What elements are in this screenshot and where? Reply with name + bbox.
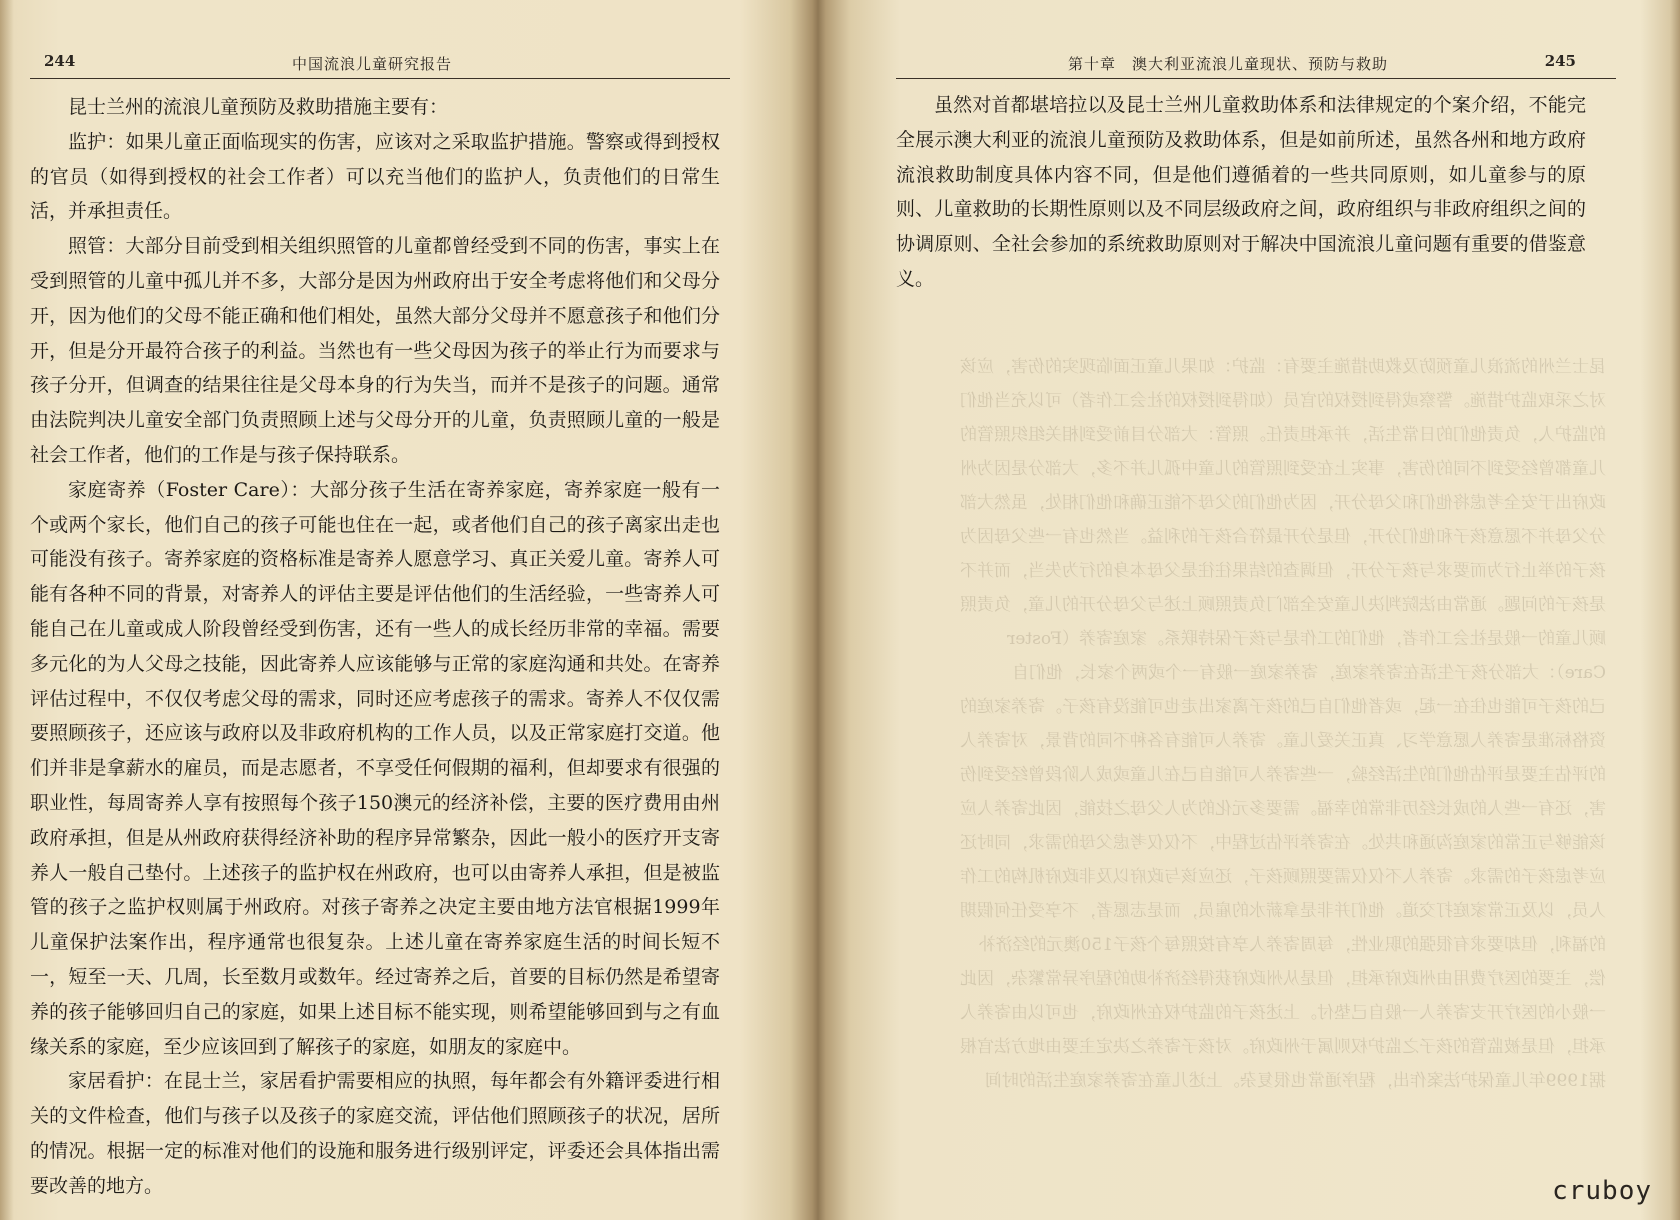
show-through-line: 据1999年儿童保护法案作出，程序通常也很复杂。上述儿童在寄养家庭生活的时间: [984, 1071, 1606, 1091]
body-text-right: [896, 88, 1586, 297]
running-head-right: [896, 44, 1616, 79]
show-through-line: 孩子的举止行为而要求与孩子分开，但调查的结果往往是父母本身的行为失当，而并不: [960, 561, 1606, 581]
paragraph: 家居看护：在昆士兰，家居看护需要相应的执照，每年都会有外籍评委进行相关的文件检查，他们与孩子以及孩子的家庭交流，评估他们照顾孩子的状况，居所的情况。根据一定的标准对他们的设施和服务进行级别评定，评委还会具体指出需要改善的地方。: [30, 1070, 720, 1197]
show-through-line: 资格标准是寄养人愿意学习、真正关爱儿童。寄养人可能有各种不同的背景，对寄养人: [960, 731, 1606, 751]
show-through-line: 应考虑孩子的需求。寄养人不仅仅需要照顾孩子，还应该与政府以及非政府机构的工作: [960, 867, 1606, 887]
show-through-line: 害，还有一些人的成长经历非常的幸福。需要多元化的为人父母之技能，因此寄养人应: [960, 799, 1606, 819]
show-through-line: 该能够与正常的家庭沟通和共处。在寄养评估过程中，不仅仅考虑父母的需求，同时还: [960, 833, 1606, 853]
show-through-line: 政府出于安全考虑将他们和父母分开，因为他们的父母不能正确和他们相处，虽然大部: [960, 493, 1606, 513]
show-through-line: 承担，但是被监管的孩子之监护权则属于州政府。对孩子寄养之决定主要由地方法官根: [960, 1037, 1606, 1057]
show-through-line: 己的孩子可能也住在一起，或者他们自己的孩子离家出走也可能没有孩子。寄养家庭的: [960, 697, 1606, 717]
show-through-text: [916, 350, 1606, 1098]
show-through-line: 对之采取监护措施。警察或得到授权的官员（如得到授权的社会工作者）可以充当他们: [960, 391, 1606, 411]
body-text-left: [30, 90, 720, 1204]
paragraph: 虽然对首都堪培拉以及昆士兰州儿童救助体系和法律规定的个案介绍，不能完全展示澳大利亚的流浪儿童预防及救助体系，但是如前所述，虽然各州和地方政府流浪救助制度具体内容不同，但是他们遵循着的一些共同原则，如儿童参与的原则、儿童救助的长期性原则以及不同层级政府之间，政府组织与非政府组织之间的协调原则、全社会参加的系统救助原则对于解决中国流浪儿童问题有重要的借鉴意义。: [896, 94, 1586, 290]
page-number: 244: [44, 52, 76, 70]
paragraph: 昆士兰州的流浪儿童预防及救助措施主要有：: [68, 96, 449, 118]
show-through-line: 人员，以及正常家庭打交道。他们并非是拿薪水的雇员，而是志愿者，不享受任何假期: [960, 901, 1606, 921]
show-through-line: 的福利，但却要求有很强的职业性，每周寄养人享有按照每个孩子150澳元的经济补: [978, 935, 1606, 955]
show-through-line: 顾儿童的一般是社会工作者，他们的工作是与孩子保持联系。家庭寄养（Foster: [1007, 629, 1606, 649]
page-number: 245: [1544, 52, 1576, 70]
paragraph: 监护：如果儿童正面临现实的伤害，应该对之采取监护措施。警察或得到授权的官员（如得到授权的社会工作者）可以充当他们的监护人，负责他们的日常生活，并承担责任。: [30, 130, 720, 223]
show-through-line: 分父母并不愿意孩子和他们分开，但是分开最符合孩子的利益。当然也有一些父母因为: [960, 527, 1606, 547]
running-title: 第十章 澳大利亚流浪儿童现状、预防与救助: [1068, 55, 1389, 73]
show-through-line: Care）：大部分孩子生活在寄养家庭，寄养家庭一般有一个或两个家长，他们自: [1012, 663, 1606, 683]
show-through-line: 的监护人，负责他们的日常生活，并承担责任。照管：大部分目前受到相关组织照管的: [960, 425, 1606, 445]
running-head-left: [30, 44, 730, 79]
right-page: [826, 0, 1680, 1220]
show-through-line: 儿童都曾经受到不同的伤害，事实上在受到照管的儿童中孤儿并不多，大部分是因为州: [960, 459, 1606, 479]
show-through-line: 偿，主要的医疗费用由州政府承担，但是从州政府获得经济补助的程序异常繁杂，因此: [960, 969, 1606, 989]
watermark: cruboy: [1552, 1176, 1652, 1206]
show-through-line: 是孩子的问题。通常由法院判决儿童安全部门负责照顾上述与父母分开的儿童，负责照: [960, 595, 1606, 615]
left-page: [0, 0, 812, 1220]
show-through-line: 昆士兰州的流浪儿童预防及救助措施主要有：监护：如果儿童正面临现实的伤害，应该: [960, 357, 1606, 377]
show-through-line: 的评估主要是评估他们的生活经验，一些寄养人可能自己在儿童或成人阶段曾经受到伤: [960, 765, 1606, 785]
paragraph: 家庭寄养（Foster Care）：大部分孩子生活在寄养家庭，寄养家庭一般有一个或两个家长，他们自己的孩子可能也住在一起，或者他们自己的孩子离家出走也可能没有孩子。寄养家庭的资格标准是寄养人愿意学习、真正关爱儿童。寄养人可能有各种不同的背景，对寄养人的评估主要是评估他们的生活经验，一些寄养人可能自己在儿童或成人阶段曾经受到伤害，还有一些人的成长经历非常的幸福。需要多元化的为人父母之技能，因此寄养人应该能够与正常的家庭沟通和共处。在寄养评估过程中，不仅仅考虑父母的需求，同时还应考虑孩子的需求。寄养人不仅仅需要照顾孩子，还应该与政府以及非政府机构的工作人员，以及正常家庭打交道。他们并非是拿薪水的雇员，而是志愿者，不享受任何假期的福利，但却要求有很强的职业性，每周寄养人享有按照每个孩子150澳元的经济补偿，主要的医疗费用由州政府承担，但是从州政府获得经济补助的程序异常繁杂，因此一般小的医疗开支寄养人一般自己垫付。上述孩子的监护权在州政府，也可以由寄养人承担，但是被监管的孩子之监护权则属于州政府。对孩子寄养之决定主要由地方法官根据1999年儿童保护法案作出，程序通常也很复杂。上述儿童在寄养家庭生活的时间长短不一，短至一天、几周，长至数月或数年。经过寄养之后，首要的目标仍然是希望寄养的孩子能够回归自己的家庭，如果上述目标不能实现，则希望能够回到与之有血缘关系的家庭，至少应该回到了解孩子的家庭，如朋友的家庭中。: [30, 478, 720, 1058]
running-title: 中国流浪儿童研究报告: [292, 55, 453, 73]
paragraph: 照管：大部分目前受到相关组织照管的儿童都曾经受到不同的伤害，事实上在受到照管的儿童中孤儿并不多，大部分是因为州政府出于安全考虑将他们和父母分开，因为他们的父母不能正确和他们相处，虽然大部分父母并不愿意孩子和他们分开，但是分开最符合孩子的利益。当然也有一些父母因为孩子的举止行为而要求与孩子分开，但调查的结果往往是父母本身的行为失当，而并不是孩子的问题。通常由法院判决儿童安全部门负责照顾上述与父母分开的儿童，负责照顾儿童的一般是社会工作者，他们的工作是与孩子保持联系。: [30, 235, 720, 466]
show-through-line: 一般小的医疗开支寄养人一般自己垫付。上述孩子的监护权在州政府，也可以由寄养人: [960, 1003, 1606, 1023]
